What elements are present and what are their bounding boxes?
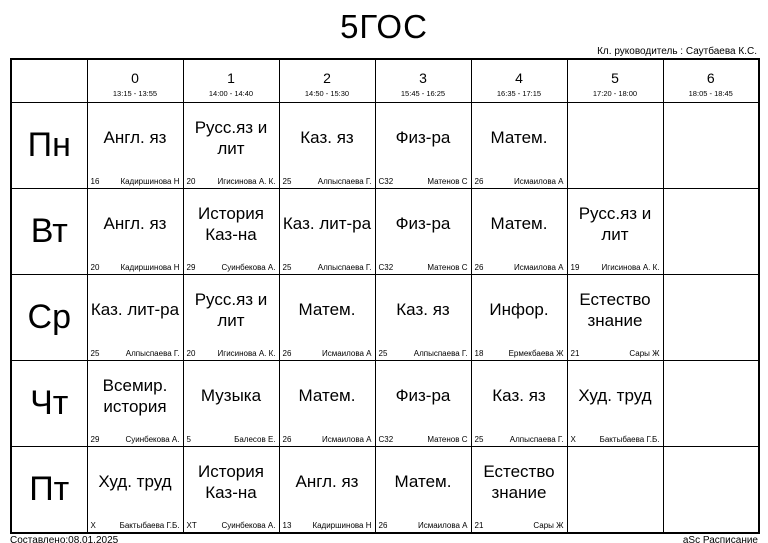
lesson-cell xyxy=(471,102,567,188)
lesson-teacher: Исмаилова А xyxy=(321,348,372,358)
lesson-subject: Англ. яз xyxy=(295,472,359,492)
lesson-cell xyxy=(471,274,567,360)
lesson-teacher: Кадиршинова Н xyxy=(120,176,180,186)
lesson-teacher: Бактыбаева Г.Б. xyxy=(599,434,660,444)
lesson-room: 25 xyxy=(90,348,100,358)
timetable-body xyxy=(11,102,759,533)
lesson-cell xyxy=(375,102,471,188)
lesson-cell xyxy=(279,188,375,274)
period-header-2 xyxy=(279,59,375,102)
lesson-teacher: Матенов С xyxy=(427,434,468,444)
lesson-cell xyxy=(567,188,663,274)
lesson-teacher: Алпыспаева Г. xyxy=(125,348,180,358)
lesson-room: 21 xyxy=(474,520,484,530)
lesson-subject: Каз. яз xyxy=(396,300,450,320)
lesson-cell xyxy=(183,446,279,533)
day-label: Пт xyxy=(11,446,87,533)
lesson-cell xyxy=(471,360,567,446)
empty-lesson-cell xyxy=(663,188,759,274)
period-number: 5 xyxy=(611,69,619,86)
lesson-subject: Инфор. xyxy=(489,300,549,320)
lesson-subject: Матем. xyxy=(394,472,452,492)
lesson-room: 5 xyxy=(186,434,191,444)
lesson-teacher: Суинбекова А. xyxy=(125,434,180,444)
lesson-room: 26 xyxy=(282,348,292,358)
period-header-4 xyxy=(471,59,567,102)
lesson-subject: Матем. xyxy=(298,300,356,320)
lesson-teacher: Сары Ж xyxy=(629,348,660,358)
lesson-room: 20 xyxy=(186,348,196,358)
lesson-cell xyxy=(183,360,279,446)
lesson-room: 20 xyxy=(90,262,100,272)
lesson-teacher: Игисинова А. К. xyxy=(217,348,276,358)
lesson-subject: Физ-ра xyxy=(395,128,451,148)
lesson-subject: Англ. яз xyxy=(103,214,167,234)
lesson-subject: Русс.яз и лит xyxy=(578,204,652,244)
lesson-cell xyxy=(87,360,183,446)
lesson-cell xyxy=(471,188,567,274)
lesson-subject: История Каз-на xyxy=(198,462,264,502)
lesson-room: 21 xyxy=(570,348,580,358)
lesson-room: 16 xyxy=(90,176,100,186)
empty-lesson-cell xyxy=(663,360,759,446)
lesson-cell xyxy=(375,446,471,533)
lesson-cell xyxy=(567,360,663,446)
lesson-subject: Физ-ра xyxy=(395,386,451,406)
lesson-subject: Физ-ра xyxy=(395,214,451,234)
period-time: 13:15 - 13:55 xyxy=(112,88,158,98)
empty-lesson-cell xyxy=(663,446,759,533)
lesson-teacher: Игисинова А. К. xyxy=(217,176,276,186)
day-row-3 xyxy=(11,360,759,446)
lesson-cell xyxy=(279,102,375,188)
lesson-teacher: Кадиршинова Н xyxy=(120,262,180,272)
lesson-teacher: Исмаилова А xyxy=(513,262,564,272)
lesson-teacher: Алпыспаева Г. xyxy=(413,348,468,358)
lesson-cell xyxy=(375,188,471,274)
empty-lesson-cell xyxy=(567,102,663,188)
period-number: 3 xyxy=(419,69,427,86)
day-row-4 xyxy=(11,446,759,533)
lesson-cell xyxy=(375,274,471,360)
lesson-teacher: Алпыспаева Г. xyxy=(317,262,372,272)
lesson-teacher: Ермекбаева Ж xyxy=(508,348,564,358)
period-header-3 xyxy=(375,59,471,102)
lesson-subject: Матем. xyxy=(298,386,356,406)
day-row-2 xyxy=(11,274,759,360)
lesson-teacher: Матенов С xyxy=(427,262,468,272)
lesson-teacher: Игисинова А. К. xyxy=(601,262,660,272)
period-header-5 xyxy=(567,59,663,102)
period-time: 14:00 - 14:40 xyxy=(208,88,254,98)
corner-cell xyxy=(11,59,87,102)
period-header-1 xyxy=(183,59,279,102)
lesson-room: 18 xyxy=(474,348,484,358)
empty-lesson-cell xyxy=(567,446,663,533)
lesson-room: ХТ xyxy=(186,520,197,530)
lesson-cell xyxy=(279,446,375,533)
lesson-room: 29 xyxy=(186,262,196,272)
lesson-subject: Русс.яз и лит xyxy=(194,290,268,330)
lesson-teacher: Кадиршинова Н xyxy=(312,520,372,530)
period-number: 0 xyxy=(131,69,139,86)
period-time: 18:05 - 18:45 xyxy=(688,88,733,98)
lesson-teacher: Алпыспаева Г. xyxy=(509,434,564,444)
lesson-teacher: Исмаилова А xyxy=(417,520,468,530)
lesson-teacher: Суинбекова А. xyxy=(221,262,276,272)
lesson-room: С32 xyxy=(378,434,394,444)
lesson-room: 26 xyxy=(474,176,484,186)
lesson-subject: История Каз-на xyxy=(198,204,264,244)
lesson-room: 25 xyxy=(282,176,292,186)
lesson-subject: Худ. труд xyxy=(98,472,172,492)
lesson-room: 26 xyxy=(378,520,388,530)
period-number: 1 xyxy=(227,69,235,86)
lesson-subject: Матем. xyxy=(490,214,548,234)
lesson-teacher: Сары Ж xyxy=(533,520,564,530)
lesson-subject: Матем. xyxy=(490,128,548,148)
lesson-subject: Естество знание xyxy=(483,462,555,502)
lesson-teacher: Матенов С xyxy=(427,176,468,186)
lesson-room: 26 xyxy=(282,434,292,444)
period-number: 2 xyxy=(323,69,331,86)
lesson-subject: Музыка xyxy=(200,386,262,406)
lesson-room: X xyxy=(570,434,576,444)
lesson-room: X xyxy=(90,520,96,530)
lesson-subject: Каз. яз xyxy=(492,386,546,406)
lesson-subject: Худ. труд xyxy=(578,386,652,406)
lesson-cell xyxy=(87,274,183,360)
day-label: Вт xyxy=(11,188,87,274)
lesson-subject: Каз. лит-ра xyxy=(282,214,372,234)
lesson-room: 25 xyxy=(282,262,292,272)
lesson-cell xyxy=(279,360,375,446)
lesson-subject: Каз. лит-ра xyxy=(90,300,180,320)
lesson-cell xyxy=(87,102,183,188)
lesson-subject: Каз. яз xyxy=(300,128,354,148)
lesson-cell xyxy=(567,274,663,360)
footer xyxy=(10,535,758,543)
lesson-teacher: Исмаилова А xyxy=(513,176,564,186)
period-number: 6 xyxy=(706,69,715,86)
generated-date: Составлено:08.01.2025 xyxy=(10,534,119,543)
lesson-room: С32 xyxy=(378,176,394,186)
lesson-cell xyxy=(279,274,375,360)
class-teacher-note: Кл. руководитель : Саутбаева К.С. xyxy=(597,46,757,57)
lesson-room: 20 xyxy=(186,176,196,186)
empty-lesson-cell xyxy=(663,102,759,188)
page-title: 5ГОС xyxy=(340,8,428,45)
lesson-room: 25 xyxy=(378,348,388,358)
lesson-cell xyxy=(183,274,279,360)
lesson-cell xyxy=(87,188,183,274)
period-time: 16:35 - 17:15 xyxy=(496,88,542,98)
empty-lesson-cell xyxy=(663,274,759,360)
day-label: Пн xyxy=(11,102,87,188)
day-row-1 xyxy=(11,188,759,274)
day-label: Чт xyxy=(11,360,87,446)
timetable xyxy=(10,58,760,534)
period-time: 14:50 - 15:30 xyxy=(304,88,350,98)
app-credit: aSc Расписание xyxy=(682,534,758,543)
lesson-subject: Англ. яз xyxy=(103,128,167,148)
day-row-0 xyxy=(11,102,759,188)
lesson-room: 25 xyxy=(474,434,484,444)
period-number: 4 xyxy=(515,69,523,86)
lesson-cell xyxy=(183,188,279,274)
lesson-room: 29 xyxy=(90,434,100,444)
lesson-room: 19 xyxy=(570,262,580,272)
lesson-cell xyxy=(375,360,471,446)
lesson-teacher: Балесов Е. xyxy=(234,434,276,444)
lesson-teacher: Суинбекова А. xyxy=(221,520,276,530)
period-header-0 xyxy=(87,59,183,102)
lesson-subject: Естество знание xyxy=(579,290,651,330)
lesson-teacher: Алпыспаева Г. xyxy=(317,176,372,186)
lesson-teacher: Исмаилова А xyxy=(321,434,372,444)
period-time: 17:20 - 18:00 xyxy=(592,88,638,98)
lesson-subject: Русс.яз и лит xyxy=(194,118,268,158)
lesson-cell xyxy=(87,446,183,533)
lesson-teacher: Бактыбаева Г.Б. xyxy=(119,520,180,530)
lesson-subject: Всемир. история xyxy=(102,376,168,416)
lesson-room: 13 xyxy=(282,520,292,530)
period-time: 15:45 - 16:25 xyxy=(400,88,446,98)
lesson-room: 26 xyxy=(474,262,484,272)
day-label: Ср xyxy=(11,274,87,360)
lesson-cell xyxy=(183,102,279,188)
period-header-6 xyxy=(663,59,759,102)
lesson-room: С32 xyxy=(378,262,394,272)
period-header-row xyxy=(11,59,759,102)
lesson-cell xyxy=(471,446,567,533)
